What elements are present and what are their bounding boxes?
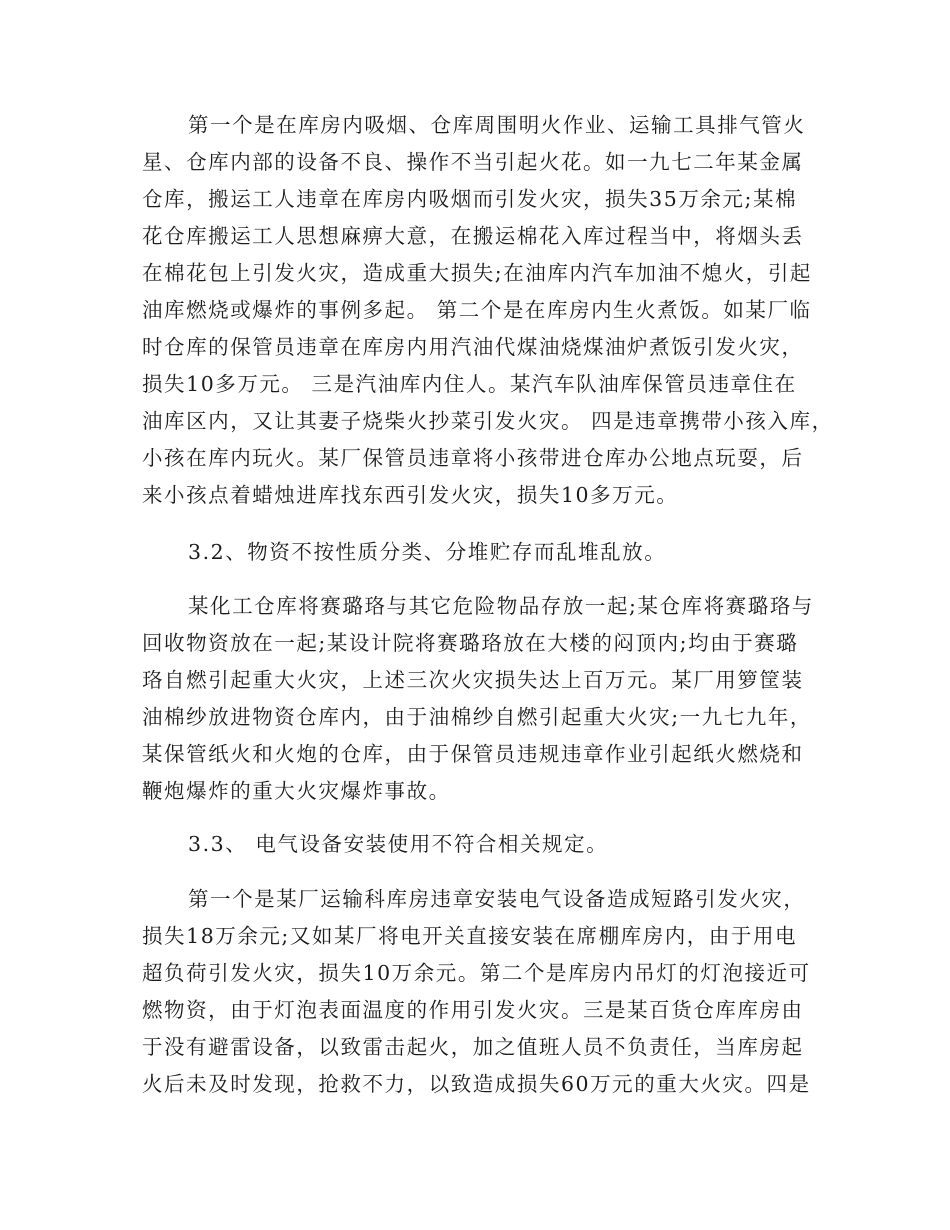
section-heading-3-2: 3.2、物资不按性质分类、分堆贮存而乱堆乱放。 [188, 540, 667, 564]
section-heading-3-3: 3.3、 电气设备安装使用不符合相关规定。 [188, 832, 609, 856]
text-line: 仓库，搬运工人违章在库房内吸烟而引发火灾，损失35万余元;某棉 [142, 187, 798, 211]
text-line: 在棉花包上引发火灾，造成重大损失;在油库内汽车加油不熄火，引起 [142, 261, 812, 285]
text-line: 第一个是某厂运输科库房违章安装电气设备造成短路引发火灾， [188, 887, 806, 911]
text-line: 回收物资放在一起;某设计院将赛璐珞放在大楼的闷顶内;均由于赛璐 [142, 631, 799, 655]
text-line: 某保管纸火和火炮的仓库，由于保管员违规违章作业引起纸火燃烧和 [142, 742, 804, 766]
text-line: 时仓库的保管员违章在库房内用汽油代煤油烧煤油炉煮饭引发火灾， [142, 335, 804, 359]
text-line: 油库燃烧或爆炸的事例多起。 第二个是在库房内生火煮饭。如某厂临 [142, 298, 812, 322]
text-line: 花仓库搬运工人思想麻痹大意，在搬运棉花入库过程当中，将烟头丢 [142, 224, 804, 248]
text-line: 某化工仓库将赛璐珞与其它危险物品存放一起;某仓库将赛璐珞与 [188, 594, 814, 618]
text-line: 火后未及时发现，抢救不力，以致造成损失60万元的重大火灾。四是 [142, 1072, 811, 1096]
text-line: 超负荷引发火灾，损失10万余元。第二个是库房内吊灯的灯泡接近可 [142, 961, 811, 985]
text-line: 燃物资，由于灯泡表面温度的作用引发火灾。三是某百货仓库库房由 [142, 998, 804, 1022]
text-line: 小孩在库内玩火。某厂保管员违章将小孩带进仓库办公地点玩耍，后 [142, 446, 804, 470]
text-line: 于没有避雷设备，以致雷击起火，加之值班人员不负责任，当库房起 [142, 1035, 804, 1059]
text-line: 油棉纱放进物资仓库内，由于油棉纱自燃引起重大火灾;一九七九年， [142, 705, 812, 729]
text-line: 星、仓库内部的设备不良、操作不当引起火花。如一九七二年某金属 [142, 150, 804, 174]
text-line: 油库区内，又让其妻子烧柴火抄菜引发火灾。 四是违章携带小孩入库， [142, 409, 834, 433]
text-line: 珞自燃引起重大火灾，上述三次火灾损失达上百万元。某厂用箩筐装 [142, 668, 804, 692]
text-line: 第一个是在库房内吸烟、仓库周围明火作业、运输工具排气管火 [188, 113, 806, 137]
text-line: 来小孩点着蜡烛进库找东西引发火灾，损失10多万元。 [142, 483, 679, 507]
text-line: 损失10多万元。 三是汽油库内住人。某汽车队油库保管员违章住在 [142, 372, 797, 396]
text-line: 鞭炮爆炸的重大火灾爆炸事故。 [142, 779, 451, 803]
text-line: 损失18万余元;又如某厂将电开关直接安装在席棚库房内，由于用电 [142, 924, 798, 948]
